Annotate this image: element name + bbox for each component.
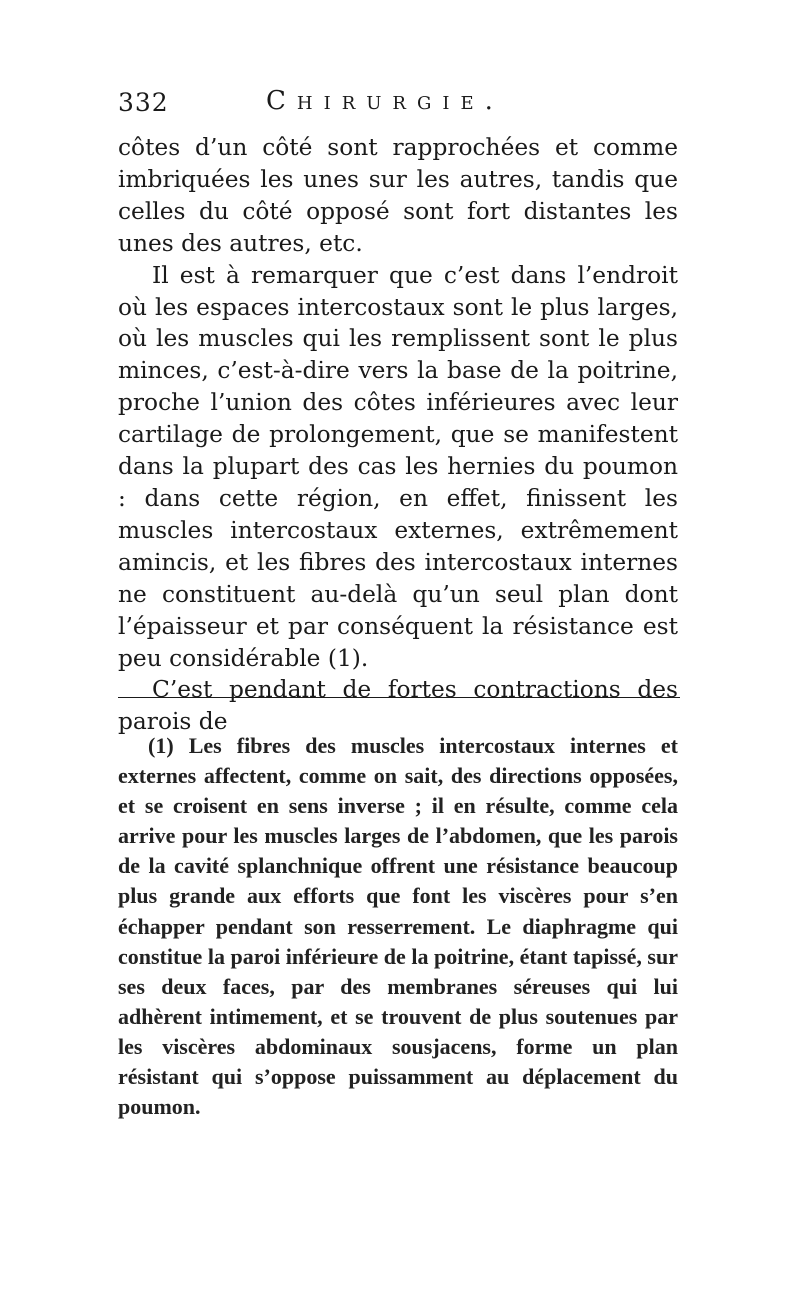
- page-number: 332: [118, 88, 169, 117]
- main-text: [118, 132, 678, 738]
- footnote-divider: [118, 697, 680, 698]
- paragraph-hernie: Il est à remarquer que c’est dans l’endroit où les espaces intercostaux sont le plus larges, où les muscles qui les remplissent sont le plus minces, c’est-à-dire vers la base de la poitrine, proche l’union des côtes inférieures avec leur cartilage de prolongement, que se manifestent dans la plupart des cas les hernies du poumon : dans cette région, en effet, finissent les muscles intercostaux externes, extrêmement amincis, et les fibres des intercostaux internes ne constituent au-delà qu’un seul plan dont l’épaisseur et par conséquent la résistance est peu considérable (1).: [118, 261, 678, 672]
- paragraph-contractions: C’est pendant de fortes contractions des parois de: [118, 676, 678, 736]
- footnote: [118, 731, 678, 1122]
- footnote-text: (1) Les fibres des muscles intercostaux internes et externes affectent, comme on sait, des directions opposées, et se croisent en sens inverse ; il en résulte, comme cela arrive pour les muscles larges de l’abdomen, que les parois de la cavité splanchnique offrent une résistance beaucoup plus grande aux efforts que font les viscères pour s’en échapper pendant son resserrement. Le diaphragme qui constitue la paroi inférieure de la poitrine, étant tapissé, sur ses deux faces, par des membranes séreuses qui lui adhèrent intimement, et se trouvent de plus soutenues par les viscères abdominaux sousjacens, forme un plan résistant qui s’oppose puissamment au déplacement du poumon.: [118, 733, 678, 1120]
- paragraph-continuation: côtes d’un côté sont rapprochées et comme imbriquées les unes sur les autres, tandis que celles du côté opposé sont fort distantes les unes des autres, etc.: [118, 134, 678, 257]
- page-header: [118, 88, 680, 124]
- running-title: Chirurgie.: [266, 86, 504, 116]
